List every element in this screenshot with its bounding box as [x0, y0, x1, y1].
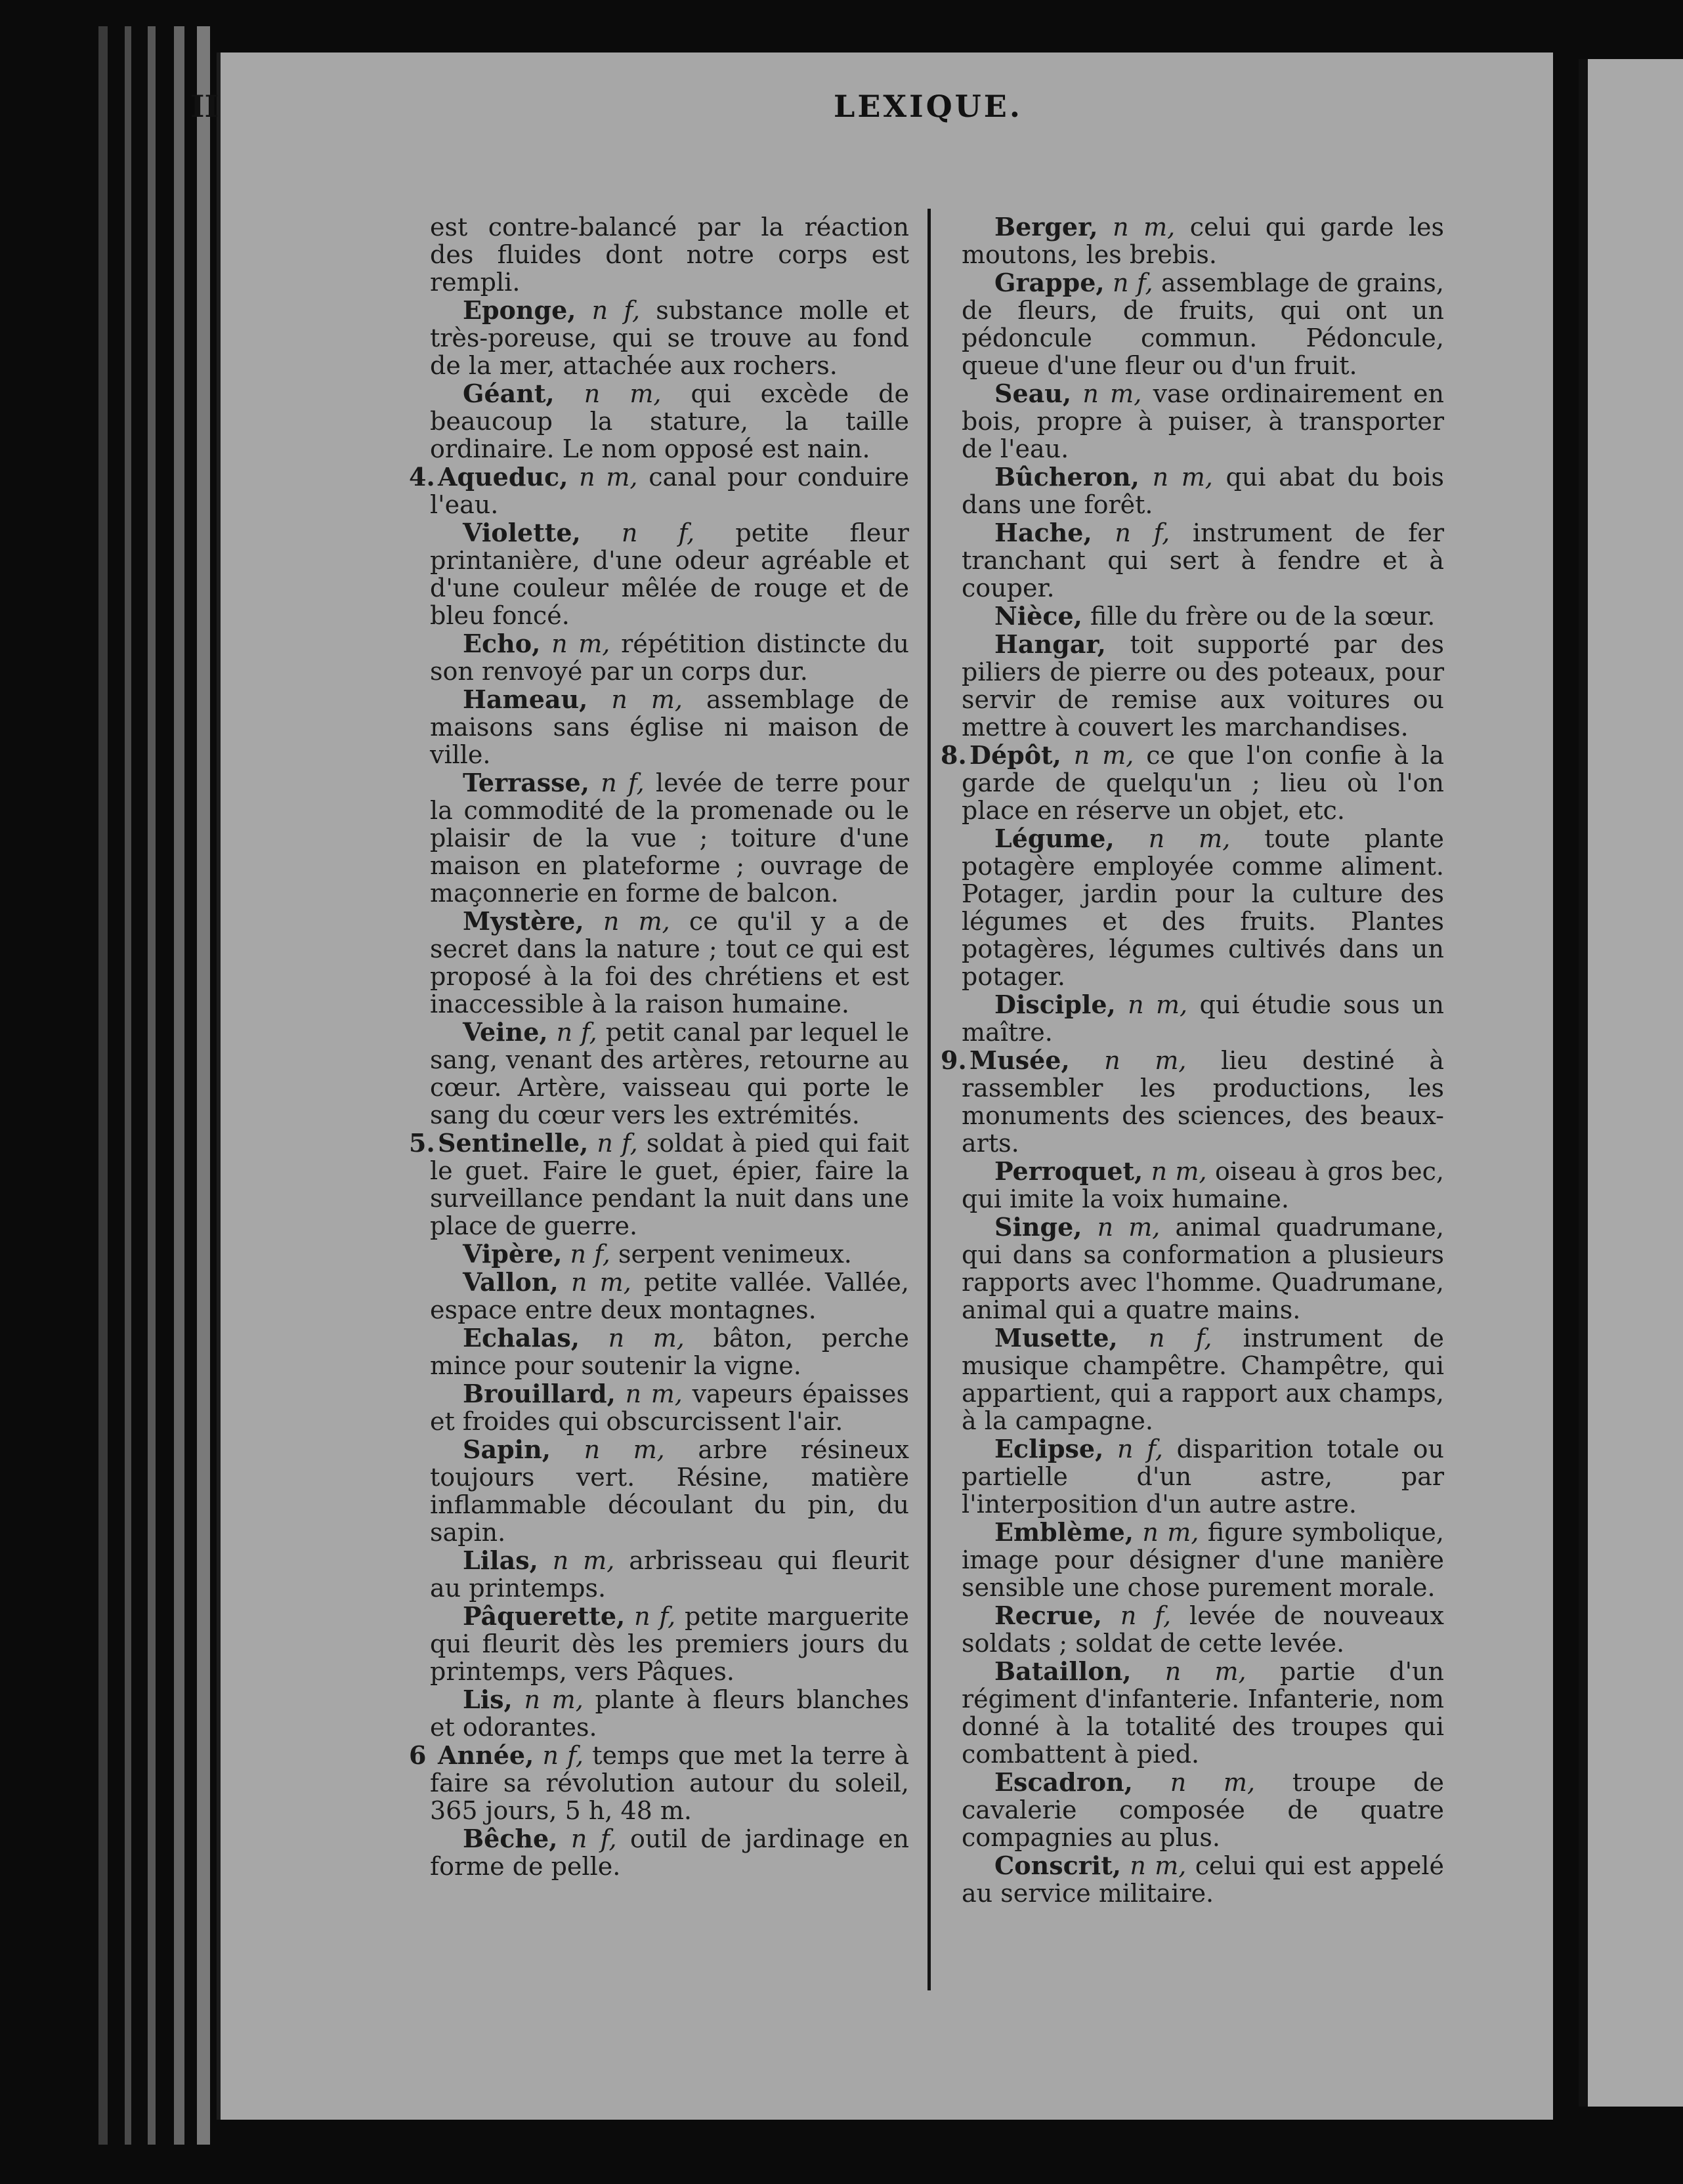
- lexicon-entry: [430, 630, 909, 685]
- entry-definition: canal pour conduire l'eau.: [430, 463, 909, 519]
- book-edge: [148, 26, 156, 2145]
- lexicon-entry: [430, 1436, 909, 1546]
- page-title: LEXIQUE.: [834, 89, 1023, 124]
- lexicon-entry: [430, 1686, 909, 1741]
- lexicon-entry: [430, 1603, 909, 1685]
- entry-grammar: n f,: [634, 1602, 676, 1631]
- entry-definition: figure symbolique, image pour désigner d'une manière sensible une chose purement morale.: [962, 1518, 1444, 1602]
- entry-headword: Hameau,: [463, 684, 588, 714]
- entry-headword: Grappe,: [994, 268, 1105, 297]
- lexicon-entry: [962, 1602, 1444, 1657]
- entry-definition: arbrisseau qui fleurit au printemps.: [430, 1546, 909, 1603]
- page-number: II: [190, 89, 219, 124]
- entry-definition: animal quadrumane, qui dans sa conformation a plusieurs rapports avec l'homme. Quadrumane, animal qui a quatre mains.: [962, 1213, 1444, 1324]
- entry-grammar: n m,: [1164, 1657, 1246, 1686]
- entry-grammar: n m,: [570, 1268, 631, 1297]
- book-edge: [98, 26, 108, 2145]
- entry-headword: Pâquerette,: [463, 1601, 626, 1631]
- lexicon-entry: [430, 1547, 909, 1602]
- lexicon-entry: [962, 631, 1444, 741]
- column-divider: [927, 209, 931, 1990]
- entry-headword: Lis,: [463, 1685, 513, 1714]
- entry-headword: Seau,: [994, 379, 1072, 408]
- entry-grammar: n f,: [1148, 1324, 1212, 1353]
- entry-definition: outil de jardinage en forme de pelle.: [430, 1824, 909, 1881]
- entry-definition: levée de nouveaux soldats ; soldat de cette levée.: [962, 1601, 1444, 1658]
- entry-headword: Géant,: [463, 379, 555, 408]
- entry-grammar: n f,: [1120, 1601, 1172, 1630]
- entry-number: 5.: [409, 1128, 435, 1158]
- entry-headword: Perroquet,: [994, 1156, 1143, 1186]
- lexicon-entry: [409, 462, 909, 519]
- entry-grammar: n m,: [1148, 824, 1231, 853]
- entry-definition: vase ordinairement en bois, propre à puiser, à transporter de l'eau.: [962, 379, 1444, 463]
- entry-grammar: n f,: [542, 1741, 584, 1770]
- entry-headword: Nièce,: [994, 601, 1082, 631]
- lexicon-entry: [941, 740, 1444, 825]
- page-header: [0, 89, 1683, 141]
- entry-headword: Sapin,: [463, 1435, 551, 1464]
- entry-headword: Emblème,: [994, 1517, 1134, 1547]
- lexicon-entry: [430, 213, 909, 296]
- entry-grammar: n m,: [625, 1379, 683, 1408]
- entry-definition: disparition totale ou partielle d'un astre, par l'interposition d'un autre astre.: [962, 1435, 1444, 1519]
- book-edge: [197, 26, 210, 2145]
- lexicon-entry: [430, 1324, 909, 1379]
- entry-headword: Veine,: [463, 1017, 548, 1047]
- entry-definition: instrument de fer tranchant qui sert à fendre et à couper.: [962, 518, 1444, 602]
- lexicon-entry: [962, 269, 1444, 379]
- entry-headword: Echalas,: [463, 1323, 580, 1353]
- lexicon-entry: [962, 1852, 1444, 1907]
- entry-definition: bâton, perche mince pour soutenir la vigne.: [430, 1324, 909, 1380]
- entry-grammar: n f,: [597, 1129, 638, 1158]
- entry-definition: petite marguerite qui fleurit dès les premiers jours du printemps, vers Pâques.: [430, 1602, 909, 1686]
- lexicon-entry: [430, 769, 909, 907]
- lexicon-entry: [962, 1435, 1444, 1518]
- lexicon-entry: [430, 1380, 909, 1435]
- entry-grammar: n f,: [601, 768, 645, 797]
- lexicon-entry: [941, 1045, 1444, 1158]
- entry-grammar: n m,: [1170, 1768, 1256, 1797]
- entry-number: 9.: [941, 1045, 967, 1075]
- entry-grammar: n m,: [551, 629, 610, 658]
- lexicon-entry: [430, 1018, 909, 1129]
- lexicon-entry: [962, 519, 1444, 602]
- entry-definition: celui qui garde les moutons, les brebis.: [962, 213, 1444, 269]
- entry-headword: Bêche,: [463, 1824, 558, 1853]
- entry-headword: Escadron,: [994, 1767, 1133, 1797]
- entry-definition: serpent venimeux.: [618, 1240, 852, 1269]
- lexicon-entry: [962, 213, 1444, 268]
- entry-grammar: n f,: [1113, 268, 1153, 297]
- entry-headword: Brouillard,: [463, 1379, 616, 1408]
- entry-headword: Sentinelle,: [438, 1128, 589, 1158]
- entry-definition: troupe de cavalerie composée de quatre compagnies au plus.: [962, 1768, 1444, 1852]
- entry-grammar: n m,: [611, 685, 683, 714]
- entry-grammar: n m,: [1142, 1518, 1199, 1547]
- lexicon-entry: [962, 1158, 1444, 1213]
- entry-headword: Aqueduc,: [438, 462, 568, 492]
- entry-definition: répétition distincte du son renvoyé par un corps dur.: [430, 629, 909, 686]
- entry-headword: Légume,: [994, 824, 1115, 853]
- entry-grammar: n m,: [603, 907, 670, 936]
- entry-headword: Singe,: [994, 1212, 1082, 1242]
- lexicon-entry: [430, 908, 909, 1018]
- entry-headword: Violette,: [463, 518, 581, 547]
- entry-grammar: n m,: [1130, 1851, 1187, 1880]
- entry-headword: Eponge,: [463, 295, 576, 325]
- entry-grammar: n m,: [1113, 213, 1176, 242]
- lexicon-entry: [430, 297, 909, 379]
- entry-definition: toit supporté par des piliers de pierre ou des poteaux, pour servir de remise aux voitures ou mettre à couvert les marchandises.: [962, 630, 1444, 742]
- entry-headword: Vallon,: [463, 1267, 559, 1297]
- entry-number: 4.: [409, 462, 435, 492]
- lexicon-entry: [430, 1825, 909, 1880]
- entry-headword: Hache,: [994, 518, 1092, 547]
- lexicon-entry: [409, 1740, 909, 1825]
- lexicon-entry: [430, 686, 909, 768]
- entry-definition: substance molle et très-poreuse, qui se trouve au fond de la mer, attachée aux rochers.: [430, 296, 909, 380]
- entry-headword: Berger,: [994, 212, 1098, 242]
- entry-grammar: n m,: [552, 1546, 615, 1575]
- lexicon-entry: [962, 1324, 1444, 1435]
- entry-definition: toute plante potagère employée comme aliment. Potager, jardin pour la culture des légumes et des fruits. Plantes potagères, légumes cultivés dans un potager.: [962, 824, 1444, 991]
- entry-definition: assemblage de maisons sans église ni maison de ville.: [430, 685, 909, 769]
- entry-headword: Echo,: [463, 629, 541, 658]
- entry-grammar: n m,: [1097, 1213, 1161, 1242]
- entry-definition: est contre-balancé par la réaction des fluides dont notre corps est rempli.: [430, 213, 909, 297]
- lexicon-entry: [962, 825, 1444, 990]
- entry-grammar: n m,: [1128, 990, 1188, 1019]
- entry-definition: plante à fleurs blanches et odorantes.: [430, 1685, 909, 1742]
- entry-definition: lieu destiné à rassembler les productions, les monuments des sciences, des beaux-arts.: [962, 1046, 1444, 1158]
- entry-headword: Mystère,: [463, 906, 584, 936]
- entry-definition: instrument de musique champêtre. Champêtre, qui appartient, qui a rapport aux champs, à la campagne.: [962, 1324, 1444, 1435]
- entry-definition: soldat à pied qui fait le guet. Faire le guet, épier, faire la surveillance pendant la nuit dans une place de guerre.: [430, 1129, 909, 1240]
- entry-grammar: n f,: [556, 1018, 597, 1047]
- entry-grammar: n m,: [1151, 1157, 1207, 1186]
- entry-definition: petite fleur printanière, d'une odeur agréable et d'une couleur mêlée de rouge et de bleu foncé.: [430, 518, 909, 630]
- entry-grammar: n m,: [524, 1685, 584, 1714]
- entry-definition: arbre résineux toujours vert. Résine, matière inflammable découlant du pin, du sapin.: [430, 1435, 909, 1547]
- entry-grammar: n f,: [621, 518, 695, 547]
- entry-number: 6: [409, 1740, 427, 1770]
- entry-headword: Dépôt,: [969, 740, 1061, 770]
- lexicon-entry: [962, 602, 1444, 630]
- lexicon-entry: [962, 1658, 1444, 1768]
- entry-definition: qui abat du bois dans une forêt.: [962, 463, 1444, 519]
- lexicon-entry: [430, 1269, 909, 1324]
- book-edge: [174, 26, 184, 2145]
- entry-grammar: n m,: [608, 1324, 685, 1353]
- left-column: [409, 213, 910, 1881]
- lexicon-entry: [409, 1128, 909, 1240]
- entry-headword: Eclipse,: [994, 1434, 1104, 1463]
- entry-headword: Disciple,: [994, 990, 1116, 1019]
- right-column: [941, 212, 1444, 1908]
- entry-grammar: n m,: [1152, 463, 1213, 492]
- entry-headword: Hangar,: [994, 629, 1106, 659]
- lexicon-entry: [962, 1213, 1444, 1324]
- entry-grammar: n f,: [570, 1824, 617, 1853]
- entry-grammar: n m,: [584, 379, 662, 408]
- entry-grammar: n m,: [1082, 379, 1142, 408]
- book-edge: [125, 26, 131, 2145]
- entry-grammar: n m,: [1073, 741, 1134, 770]
- entry-number: 8.: [941, 740, 967, 770]
- entry-headword: Musée,: [969, 1045, 1070, 1075]
- entry-definition: ce que l'on confie à la garde de quelqu'un ; lieu où l'on place en réserve un objet, etc.: [962, 741, 1444, 825]
- entry-headword: Bûcheron,: [994, 462, 1140, 492]
- entry-grammar: n f,: [591, 296, 641, 325]
- entry-definition: vapeurs épaisses et froides qui obscurcissent l'air.: [430, 1379, 909, 1436]
- entry-grammar: n m,: [584, 1435, 665, 1464]
- entry-definition: assemblage de grains, de fleurs, de fruits, qui ont un pédoncule commun. Pédoncule, queue d'une fleur ou d'un fruit.: [962, 268, 1444, 380]
- lexicon-entry: [962, 380, 1444, 463]
- entry-headword: Vipère,: [463, 1239, 563, 1269]
- entry-grammar: n f,: [1115, 518, 1170, 547]
- entry-definition: petite vallée. Vallée, espace entre deux montagnes.: [430, 1268, 909, 1324]
- entry-headword: Terrasse,: [463, 768, 589, 797]
- lexicon-entry: [962, 1769, 1444, 1851]
- entry-definition: ce qu'il y a de secret dans la nature ; tout ce qui est proposé à la foi des chrétiens et est inaccessible à la raison humaine.: [430, 907, 909, 1018]
- lexicon-entry: [962, 463, 1444, 518]
- entry-grammar: n f,: [570, 1240, 610, 1269]
- entry-definition: qui excède de beaucoup la stature, la taille ordinaire. Le nom opposé est nain.: [430, 379, 909, 463]
- entry-definition: temps que met la terre à faire sa révolution autour du soleil, 365 jours, 5 h, 48 m.: [430, 1741, 909, 1825]
- entry-headword: Bataillon,: [994, 1656, 1132, 1686]
- entry-headword: Lilas,: [463, 1545, 538, 1575]
- entry-headword: Conscrit,: [994, 1851, 1121, 1880]
- entry-definition: celui qui est appelé au service militaire.: [962, 1851, 1444, 1908]
- lexicon-entry: [430, 380, 909, 463]
- lexicon-entry: [430, 519, 909, 629]
- lexicon-entry: [962, 991, 1444, 1046]
- entry-grammar: n m,: [579, 463, 638, 492]
- entry-headword: Recrue,: [994, 1601, 1102, 1630]
- entry-definition: partie d'un régiment d'infanterie. Infanterie, nom donné à la totalité des troupes qui combattent à pied.: [962, 1657, 1444, 1769]
- entry-definition: levée de terre pour la commodité de la promenade ou le plaisir de la vue ; toiture d'une maison en plateforme ; ouvrage de maçonnerie en forme de balcon.: [430, 768, 910, 908]
- entry-grammar: n f,: [1117, 1435, 1163, 1463]
- entry-definition: fille du frère ou de la sœur.: [1090, 602, 1436, 631]
- entry-headword: Année,: [438, 1740, 534, 1770]
- lexicon-entry: [430, 1240, 909, 1268]
- entry-definition: qui étudie sous un maître.: [962, 990, 1444, 1047]
- entry-definition: petit canal par lequel le sang, venant des artères, retourne au cœur. Artère, vaisseau qui porte le sang du cœur vers les extrémités.: [430, 1018, 909, 1129]
- facing-page-edge: [1579, 59, 1683, 2107]
- entry-definition: oiseau à gros bec, qui imite la voix humaine.: [962, 1157, 1444, 1213]
- lexicon-entry: [962, 1519, 1444, 1601]
- entry-headword: Musette,: [994, 1323, 1118, 1353]
- entry-grammar: n m,: [1104, 1046, 1187, 1075]
